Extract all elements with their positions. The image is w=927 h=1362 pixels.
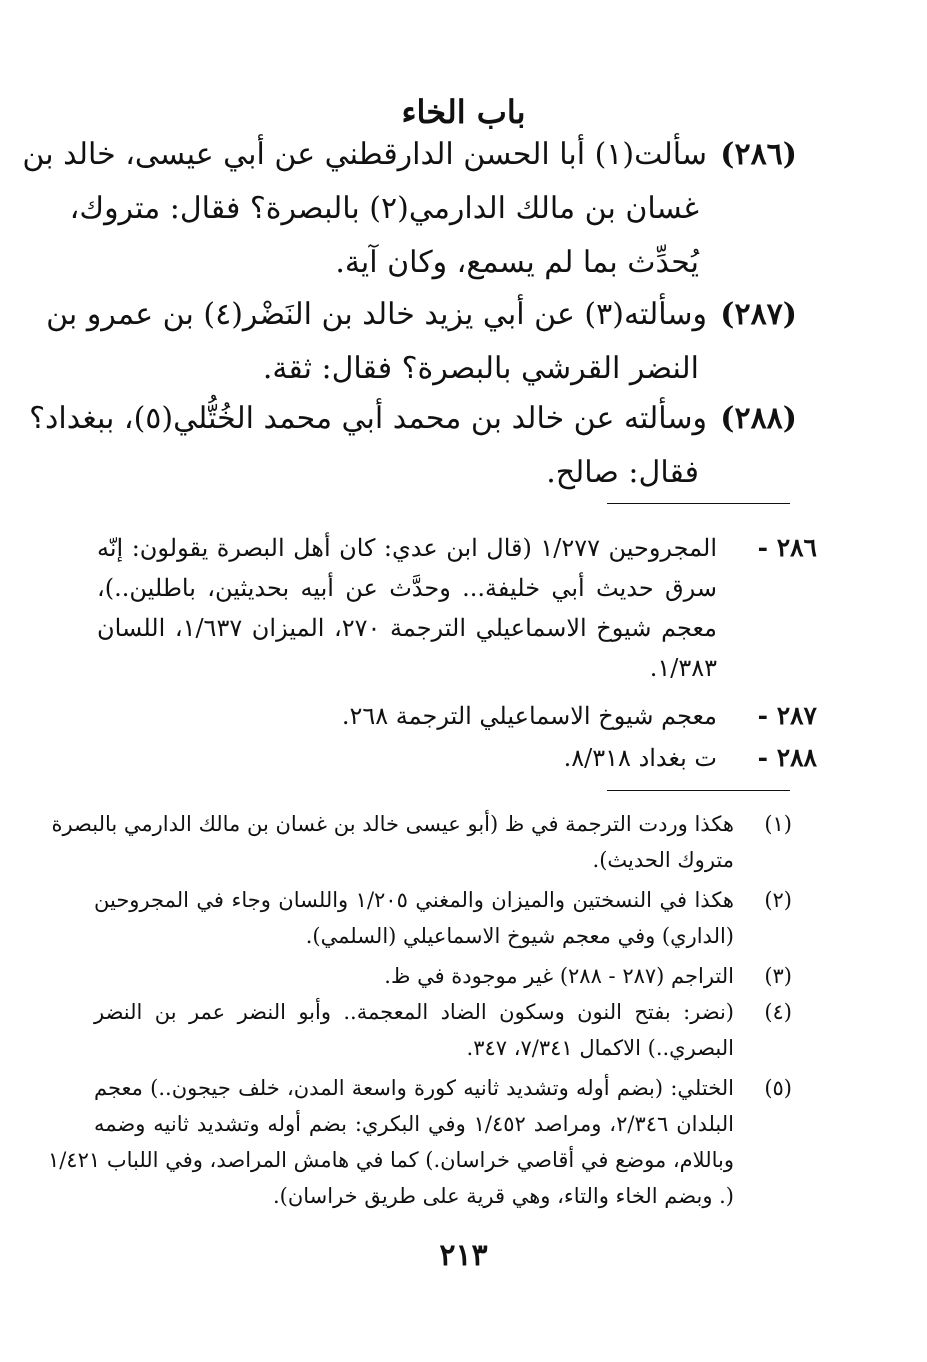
footnote-line: (. وبضم الخاء والتاء، وهي قرية على طريق خراسان). [272,1184,734,1208]
reference-line: ت بغداد ٨/٣١٨. [563,744,717,772]
footnote-line: التراجم (٢٨٧ - ٢٨٨) غير موجودة في ظ. [384,964,734,988]
footnote-number: (٤) [764,1000,792,1024]
reference-line: معجم شيوخ الاسماعيلي الترجمة ٢٦٨. [341,702,717,730]
page-number: ٢١٣ [439,1238,488,1273]
reference-line: سرق حديث أبي خليفة... وحدَّث عن أبيه بحديثين، باطلين..)، [97,574,717,602]
entry-number: (٢٨٦) [720,137,797,172]
footnote-line: البلدان ٢/٣٤٦، ومراصد ١/٤٥٢ وفي البكري: بضم أوله وتشديد ثانيه وضمه [94,1112,735,1136]
entry-line: فقال: صالح. [546,455,699,490]
entry-line: النضر القرشي بالبصرة؟ فقال: ثقة. [262,351,699,386]
reference-line: معجم شيوخ الاسماعيلي الترجمة ٢٧٠، الميزان ١/٦٣٧، اللسان [97,614,717,642]
reference-number: ٢٨٧ - [757,701,817,730]
chapter-title: باب الخاء [401,93,526,131]
entry-number: (٢٨٧) [720,297,797,332]
section-divider [607,503,790,504]
footnote-number: (٢) [764,888,792,912]
footnote-line: متروك الحديث). [592,848,734,872]
footnote-line: الختلي: (بضم أوله وتشديد ثانيه كورة واسعة المدن، خلف جيجون..) معجم [94,1076,734,1100]
footnote-line: (الداري) وفي معجم شيوخ الاسماعيلي (السلمي). [305,924,734,948]
reference-line: المجروحين ١/٢٧٧ (قال ابن عدي: كان أهل البصرة يقولون: إنّه [97,534,717,562]
entry-line: سألت(١) أبا الحسن الدارقطني عن أبي عيسى، خالد بن [22,137,707,172]
footnote-number: (١) [764,812,792,836]
entry-line: وسألته عن خالد بن محمد أبي محمد الخُتُّلي(٥)، ببغداد؟ [29,401,707,436]
reference-number: ٢٨٨ - [757,743,817,772]
entry-line: غسان بن مالك الدارمي(٢) بالبصرة؟ فقال: متروك، [69,191,699,226]
footnote-divider [607,790,790,791]
footnote-number: (٥) [764,1076,792,1100]
reference-line: ١/٣٨٣. [649,654,717,682]
footnote-line: البصري..) الاكمال ٧/٣٤١، ٣٤٧. [466,1036,734,1060]
entry-line: وسألته(٣) عن أبي يزيد خالد بن النَضْر(٤) بن عمرو بن [46,297,707,332]
footnote-number: (٣) [764,964,792,988]
footnote-line: وباللام، موضع في أقاصي خراسان.) كما في هامش المراصد، وفي اللباب ١/٤٢١ [47,1148,734,1172]
entry-line: يُحدِّث بما لم يسمع، وكان آية. [335,245,699,280]
entry-number: (٢٨٨) [720,401,797,436]
footnote-line: هكذا وردت الترجمة في ظ (أبو عيسى خالد بن غسان بن مالك الدارمي بالبصرة [51,812,734,836]
reference-number: ٢٨٦ - [757,533,817,562]
footnote-line: (نضر: بفتح النون وسكون الضاد المعجمة.. وأبو النضر عمر بن النضر [94,1000,734,1024]
footnote-line: هكذا في النسختين والميزان والمغني ١/٢٠٥ واللسان وجاء في المجروحين [94,888,734,912]
